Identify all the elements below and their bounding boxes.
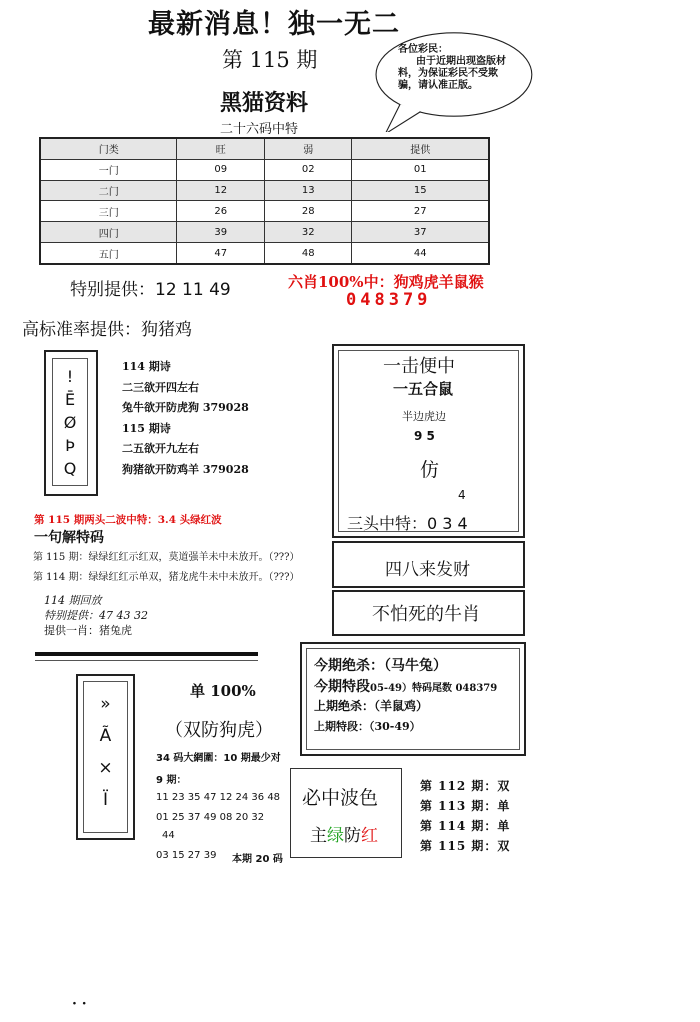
history-row	[420, 797, 510, 814]
numbers-row: 11 23 35 47 12 24 36 48	[156, 792, 281, 803]
table-cell: 39	[177, 222, 265, 243]
kill-line-4: 上期特段：（30-49）	[314, 720, 421, 733]
table-cell: 四门	[40, 222, 177, 243]
kill-line-2-rest: 05-49）特码尾数 048379	[370, 683, 498, 694]
numbers-row: 03 15 27 39	[156, 850, 217, 861]
combo-text: 一五合鼠	[393, 380, 454, 398]
table-cell: 12	[177, 180, 265, 201]
history-row	[420, 837, 510, 854]
poem-line: 狗猪欲开防鸡羊 379028	[122, 462, 249, 476]
wave-color-main	[310, 821, 378, 846]
review-title: 114 期回放	[44, 594, 102, 607]
main-label: 主	[310, 826, 327, 846]
four-digit: 4	[458, 488, 466, 502]
table-row	[40, 222, 489, 243]
six-zodiac-numbers: 048379	[346, 290, 432, 310]
wave-line: 第 115 期两头二波中特：3.4 头绿红波	[34, 514, 222, 526]
kill-line-2-label: 今期特段	[314, 679, 370, 695]
high-rate-offer: 高标准率提供：狗猪鸡	[22, 320, 192, 340]
table-header-cell: 提供	[352, 138, 489, 159]
poem-line: 114 期诗	[122, 360, 171, 373]
glyph: !	[66, 367, 74, 386]
history-row	[420, 777, 510, 794]
nine-period: 9 期：	[156, 775, 187, 786]
one-phrase-title: 一句解特码	[34, 530, 104, 546]
poem-line: 兔牛欲开防虎狗 379028	[122, 401, 249, 414]
table-row	[40, 243, 489, 264]
six-zodiac-text: 六肖100%中：狗鸡虎羊鼠猴	[288, 273, 484, 291]
table-cell: 一门	[40, 159, 177, 180]
side-numbers: 9 5	[414, 429, 435, 443]
green-label: 绿	[327, 826, 344, 846]
table-cell: 28	[264, 201, 352, 222]
numbers-row: 01 25 37 49 08 20 32	[156, 812, 265, 823]
glyph: »	[100, 694, 111, 714]
special-label: 特别提供：	[70, 280, 155, 300]
history-value: 双	[497, 779, 511, 793]
slogan-1: 四八来发财	[385, 560, 470, 580]
review-special: 特别提供：47 43 32	[44, 609, 148, 622]
poem-line: 二五欲开九左右	[122, 442, 199, 455]
poem-line: 二三欲开四左右	[122, 380, 199, 394]
table-caption: 二十六码中特	[220, 122, 299, 137]
glyph: Ø	[63, 413, 77, 432]
glyph: Ē	[64, 390, 76, 409]
three-head: 三头中特：0 3 4	[347, 514, 468, 533]
bubble-body: 由于近期出现盗版材料，为保证彩民不受欺骗，请认准正版。	[398, 56, 506, 91]
divider	[35, 652, 258, 656]
special-numbers: 12 11 49	[155, 280, 231, 300]
history-value: 单	[497, 799, 511, 813]
history-label: 第 112 期：	[420, 779, 498, 793]
review-zodiac: 提供一肖：猪兔虎	[44, 624, 132, 637]
hint-115: 第 115 期：绿绿红红示红双，莫道强羊未中未放开。（???）	[33, 552, 300, 563]
poem-lines	[122, 357, 249, 480]
kill-line-2	[314, 676, 497, 696]
history-value: 双	[497, 839, 511, 853]
table-cell: 32	[264, 222, 352, 243]
glyph: Þ	[65, 436, 75, 455]
page-title: 最新消息！独一无二	[148, 9, 400, 40]
numbers-row: 44	[162, 830, 175, 841]
table-cell: 三门	[40, 201, 177, 222]
row-note: 本期 20 码	[232, 854, 283, 865]
lower-glyph-box	[83, 681, 128, 833]
table-cell: 09	[177, 159, 265, 180]
table-header-cell: 门类	[40, 138, 177, 159]
hit-title: 一击便中	[383, 356, 455, 377]
glyph: ⨯	[98, 758, 113, 778]
table-cell: 15	[352, 180, 489, 201]
table-cell: 二门	[40, 180, 177, 201]
history-row	[420, 817, 510, 834]
red-label: 红	[361, 826, 378, 846]
kill-line-3: 上期绝杀：（羊鼠鸡）	[314, 699, 429, 713]
table-cell: 47	[177, 243, 265, 264]
single-guard: （双防狗虎）	[165, 720, 273, 741]
bubble-greeting: 各位彩民：	[398, 44, 448, 55]
single-title: 单 100%	[190, 682, 256, 700]
history-label: 第 113 期：	[420, 799, 498, 813]
poem-line: 115 期诗	[122, 421, 171, 435]
wave-color-title: 必中波色	[302, 787, 379, 809]
slogan-2: 不怕死的牛肖	[372, 604, 480, 625]
numbers-table	[39, 137, 490, 265]
table-row	[40, 201, 489, 222]
history-label: 第 115 期：	[420, 839, 498, 853]
side-text: 半边虎边	[402, 410, 446, 423]
guard-label: 防	[344, 826, 361, 846]
table-cell: 48	[264, 243, 352, 264]
table-cell: 13	[264, 180, 352, 201]
history-value: 单	[497, 819, 511, 833]
big-net: 34 码大網圍：10 期最少对	[156, 753, 281, 764]
special-offer	[70, 275, 231, 300]
issue-number: 第 115 期	[222, 48, 318, 72]
glyph: Ï	[102, 790, 108, 810]
glyph: Ã	[99, 726, 112, 746]
hint-114: 第 114 期：绿绿红红示单双，猪龙虎牛未中未放开。（???）	[33, 572, 300, 583]
fang-text: 仿	[420, 459, 440, 481]
subtitle: 黑猫资料	[220, 90, 309, 116]
bubble-text	[398, 44, 512, 92]
table-cell: 44	[352, 243, 489, 264]
table-cell: 27	[352, 201, 489, 222]
table-header-cell: 弱	[264, 138, 352, 159]
table-cell: 37	[352, 222, 489, 243]
table-cell: 01	[352, 159, 489, 180]
poem-glyph-box	[52, 358, 88, 486]
footer-dots: · ·	[72, 996, 87, 1012]
history-label: 第 114 期：	[420, 819, 498, 833]
table-header-row	[40, 138, 489, 159]
table-cell: 五门	[40, 243, 177, 264]
table-cell: 02	[264, 159, 352, 180]
table-row	[40, 159, 489, 180]
table-header-cell: 旺	[177, 138, 265, 159]
kill-line-1: 今期绝杀：（马牛兔）	[314, 658, 447, 674]
table-cell: 26	[177, 201, 265, 222]
glyph: Q	[63, 459, 77, 478]
divider-thin	[35, 660, 258, 661]
table-row	[40, 180, 489, 201]
